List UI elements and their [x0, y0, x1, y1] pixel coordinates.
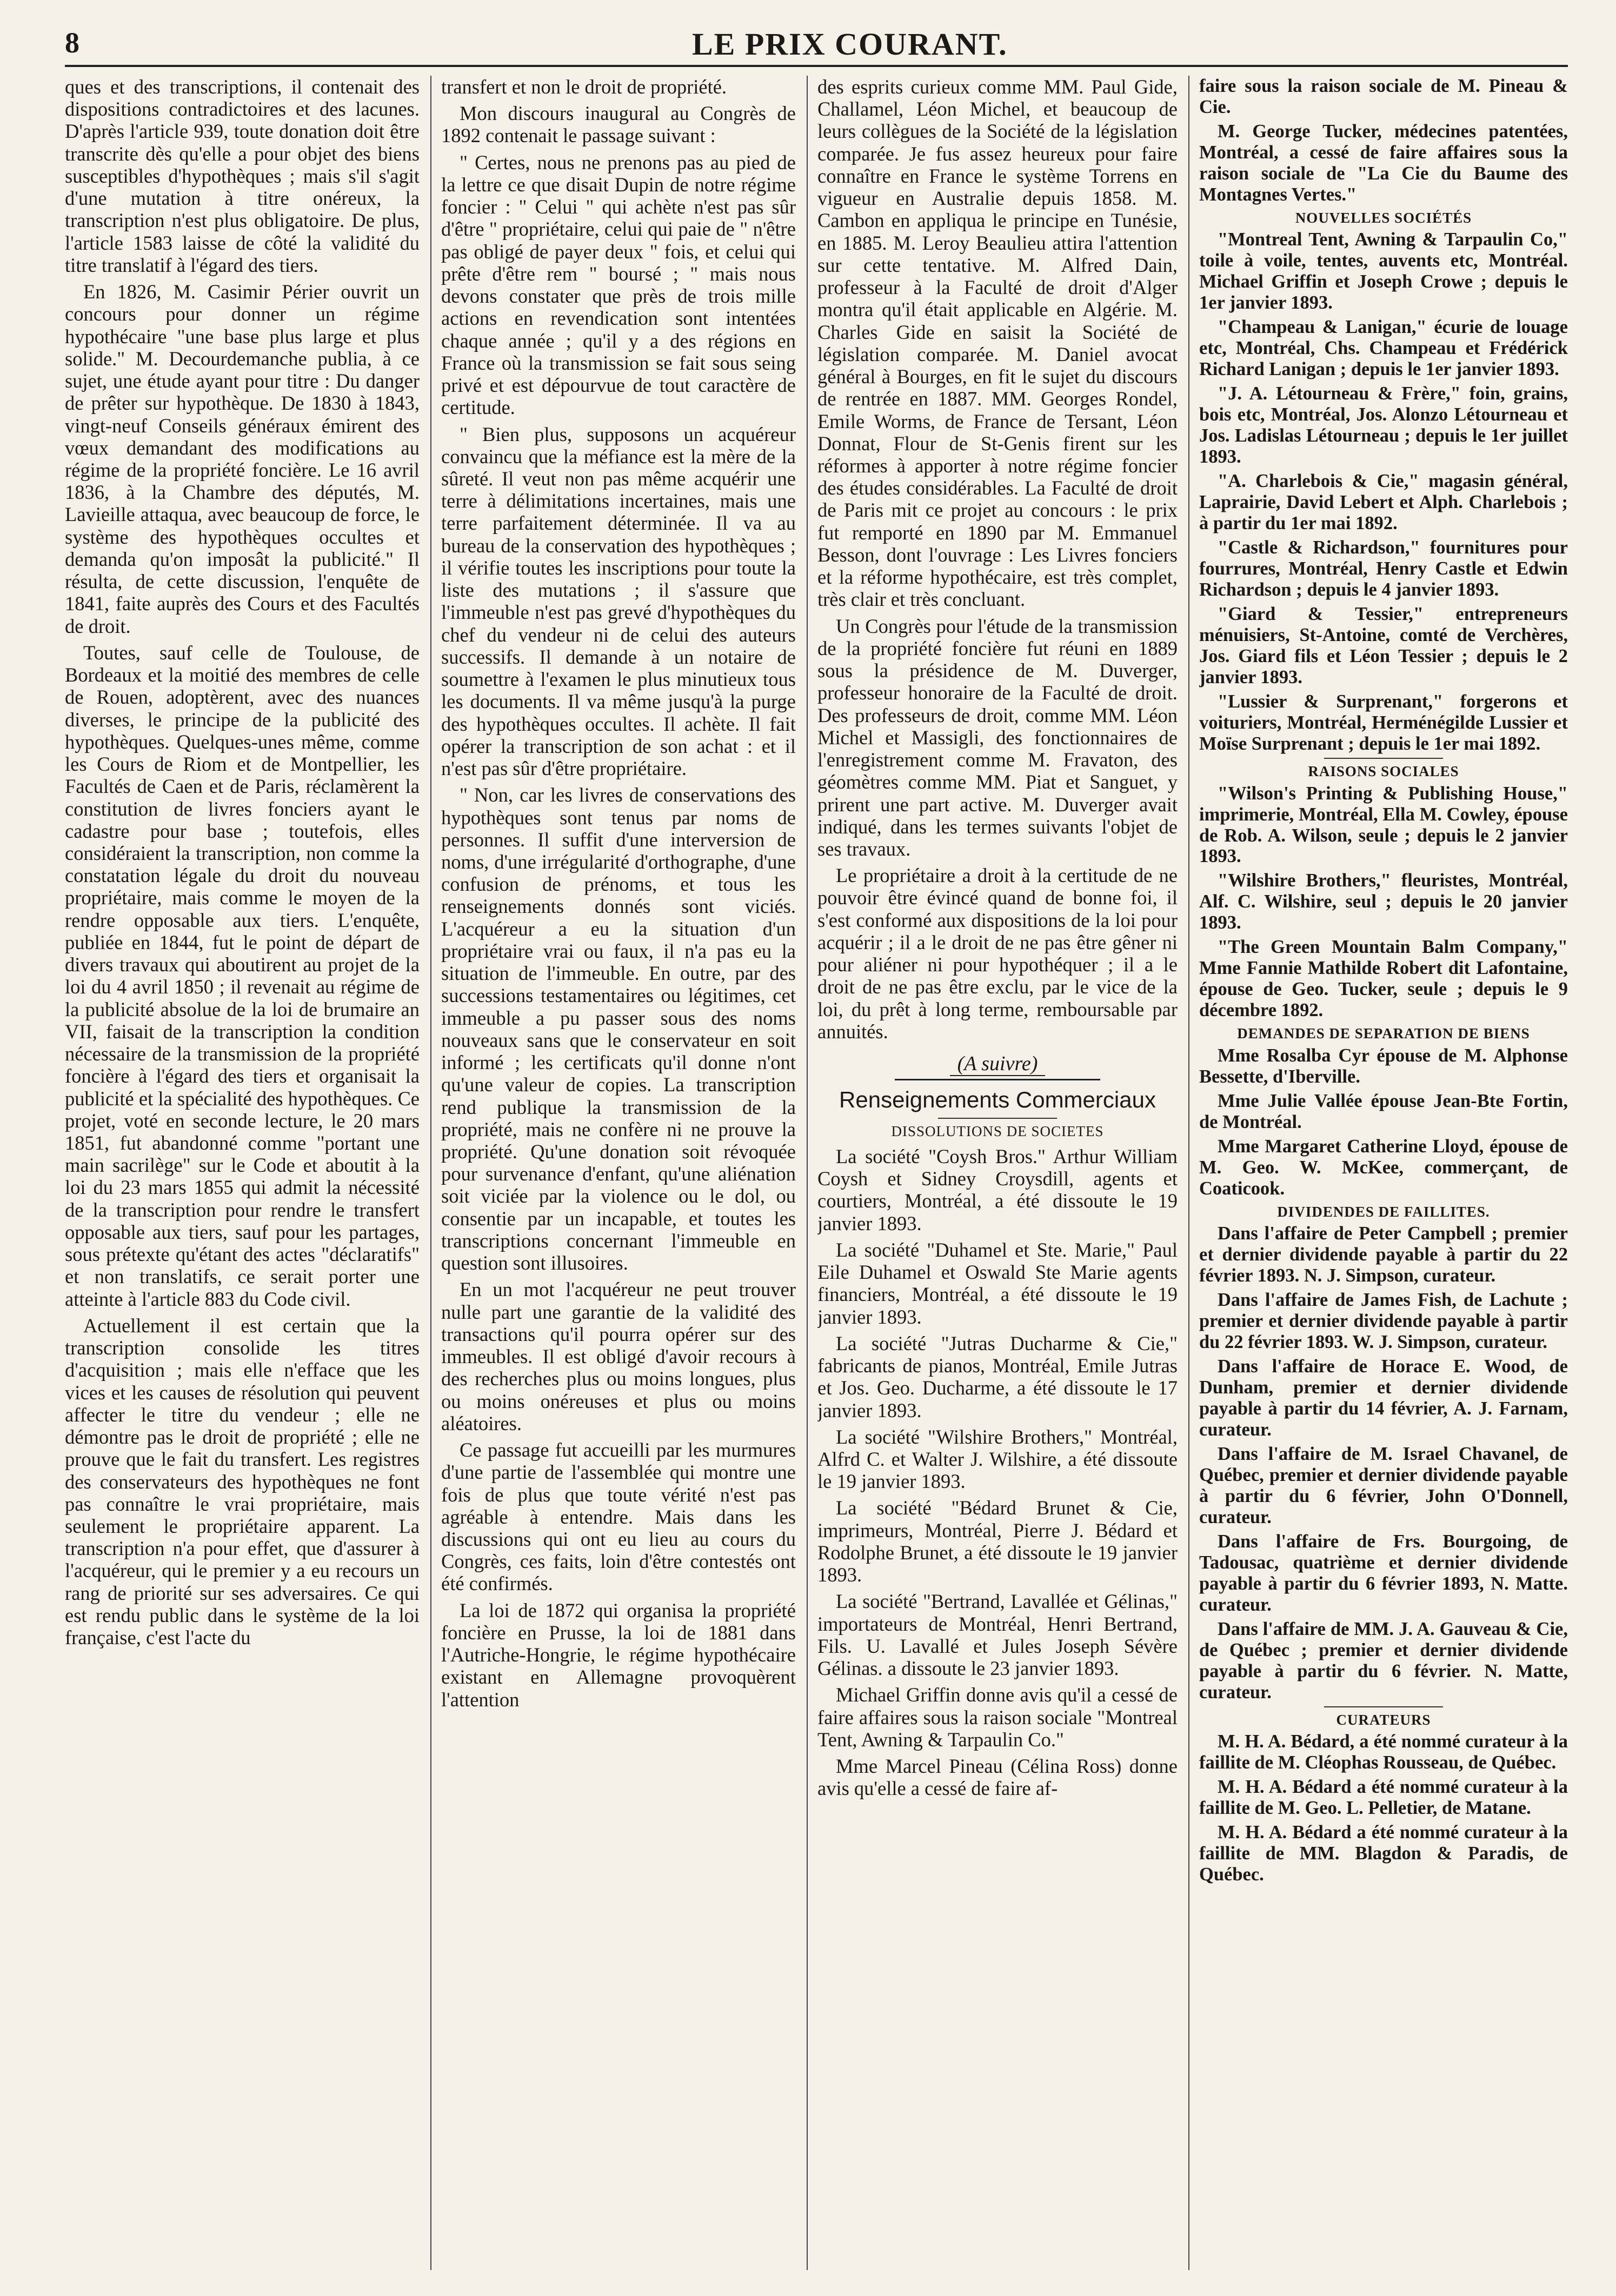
paragraph: transfert et non le droit de propriété.	[441, 76, 727, 98]
paragraph: Mon discours inaugural au Congrès de 1892 contenait le passage suivant :	[441, 102, 796, 147]
section-rule	[895, 1079, 1100, 1080]
section-rule	[1324, 1706, 1443, 1707]
separation-notice: Mme Rosalba Cyr épouse de M. Alphonse Bessette, d'Iberville.	[1199, 1045, 1568, 1087]
dissolution-notice: Michael Griffin donne avis qu'il a cessé de faire affaires sous la raison sociale "Montreal Tent, Awning & Tarpaulin Co."	[817, 1684, 1178, 1751]
dividend-notice: Dans l'affaire de Horace E. Wood, de Dunham, premier et dernier dividende payable à partir du 14 février, A. J. Farnam, curateur.	[1199, 1356, 1568, 1440]
paragraph: Le propriétaire a droit à la certitude de ne pouvoir être évincé quand de bonne foi, il s'est conformé aux dispositions de la loi pour acquérir ; il a le droit de ne pas être gêner ni pour aliéner ni pour hypothéquer ; il a le droit de ne pas être exclu, par le vice de la loi, du prêt à long terme, remboursable par annuités.	[817, 864, 1178, 1043]
article-column-2	[441, 76, 796, 2270]
dissolution-notice: Mme Marcel Pineau (Célina Ross) donne avis qu'elle a cessé de faire af-	[817, 1755, 1178, 1800]
column-divider	[1188, 76, 1189, 2270]
section-rule	[938, 1118, 1057, 1119]
paragraph: La loi de 1872 qui organisa la propriété foncière en Prusse, la loi de 1881 dans l'Autriche-Hongrie, le régime hypothécaire existant en Allemagne provoquèrent l'attention	[441, 1599, 796, 1711]
column-divider	[807, 76, 808, 2270]
paragraph: Un Congrès pour l'étude de la transmission de la propriété foncière fut réuni en 1889 sous la présidence de M. Duverger, professeur honoraire de la Faculté de droit. Des professeurs de droit, comme MM. Léon Michel et Massigli, des fonctionnaires de l'enregistrement comme M. Fravaton, des géomètres comme MM. Piat et Sanguet, y prirent une part active. M. Duverger avait indiqué, dans les termes suivants l'objet de ses travaux.	[817, 615, 1178, 860]
dissolution-notice: La société "Duhamel et Ste. Marie," Paul Eile Duhamel et Oswald Ste Marie agents financiers, Montréal, a été dissoute le 19 janvier 1893.	[817, 1238, 1178, 1328]
column-divider	[430, 76, 431, 2270]
heading-dissolutions: DISSOLUTIONS DE SOCIETES	[891, 1123, 1104, 1140]
paragraph: Actuellement il est certain que la transcription consolide les titres d'acquisition ; mais elle n'efface que les vices et les causes de résolution qui peuvent affecter le titre du vendeur ; elle ne démontre pas le droit de propriété ; elle ne prouve que le fait du transfert. Les registres des conservateurs des hypothèques ne font pas connaître le vrai propriétaire, mais seulement le propriétaire apparent. La transcription n'a pour effet, que d'assurer à l'acquéreur, qui le premier y a eu recours un rang de priorité sur ses adversaires. Ce qui est rendu public dans le système de la loi française, c'est l'acte du	[65, 1314, 420, 1649]
new-company-notice: "Montreal Tent, Awning & Tarpaulin Co," toile à voile, tentes, auvents etc, Montréal. Michael Griffin et Joseph Crowe ; depuis le 1er janvier 1893.	[1199, 229, 1568, 313]
dividend-notice: Dans l'affaire de Frs. Bourgoing, de Tadousac, quatrième et dernier dividende payable à partir du 6 février 1893, N. Matte. curateur.	[1199, 1531, 1568, 1615]
new-company-notice: "Champeau & Lanigan," écurie de louage etc, Montréal, Chs. Champeau et Frédérick Richard Lanigan ; depuis le 1er janvier 1893.	[1199, 317, 1568, 380]
curator-notice: M. H. A. Bédard a été nommé curateur à la faillite de M. Geo. L. Pelletier, de Matane.	[1199, 1777, 1568, 1819]
new-company-notice: "Castle & Richardson," fournitures pour fourrures, Montréal, Henry Castle et Edwin Richardson ; depuis le 4 janvier 1893.	[1199, 537, 1568, 600]
section-rule	[1324, 758, 1443, 759]
to-be-continued	[817, 1052, 1178, 1076]
trade-name-notice: "The Green Mountain Balm Company," Mme Fannie Mathilde Robert dit Lafontaine, épouse de Geo. Tucker, seule ; depuis le 9 décembre 1892.	[1199, 937, 1568, 1021]
dividend-notice: Dans l'affaire de MM. J. A. Gauveau & Cie, de Québec ; premier et dernier dividende payable à partir du 6 février. N. Matte, curateur.	[1199, 1618, 1568, 1703]
dividend-notice: Dans l'affaire de James Fish, de Lachute ; premier et dernier dividende payable à partir du 22 février 1893. W. J. Simpson, curateur.	[1199, 1290, 1568, 1353]
curator-notice: M. H. A. Bédard a été nommé curateur à la faillite de MM. Blagdon & Paradis, de Québec.	[1199, 1822, 1568, 1885]
dissolution-notice: La société "Coysh Bros." Arthur William Coysh et Sidney Croysdill, agents et courtiers, Montréal, a été dissoute le 19 janvier 1893.	[817, 1145, 1178, 1234]
to-be-continued-text: (A suivre)	[950, 1052, 1046, 1076]
notice: faire sous la raison sociale de M. Pineau & Cie.	[1199, 76, 1568, 117]
new-company-notice: "Giard & Tessier," entrepreneurs ménuisiers, St-Antoine, comté de Verchères, Jos. Giard fils et Léon Tessier ; depuis le 2 janvier 1893.	[1199, 604, 1568, 688]
paragraph: Ce passage fut accueilli par les murmures d'une partie de l'assemblée qui montre une fois de plus que toute vérité n'est pas agréable à entendre. Mais dans les discussions qui ont eu lieu au cours du Congrès, ces faits, loin d'être contestés ont été confirmés.	[441, 1439, 796, 1595]
dissolution-notice: La société "Bertrand, Lavallée et Gélinas," importateurs de Montréal, Henri Bertrand, Fils. U. Lavallé et Jules Joseph Sévère Gélinas. a dissoute le 23 janvier 1893.	[817, 1590, 1178, 1680]
notice: M. George Tucker, médecines patentées, Montréal, a cessé de faire affaires sous la raison sociale de "La Cie du Baume des Montagnes Vertes."	[1199, 121, 1568, 205]
paragraph: ques et des transcriptions, il contenait des dispositions contradictoires et des lacunes. D'après l'article 939, toute donation doit être transcrite dès qu'elle a pour objet des biens susceptibles d'hypothèques ; mais s'il s'agit d'une mutation à titre onéreux, la transcription n'est plus obligatoire. De plus, l'article 1583 laisse de côté la validité du titre translatif à l'égard des tiers.	[65, 76, 420, 276]
article-column-3	[817, 76, 1178, 2270]
trade-name-notice: "Wilshire Brothers," fleuristes, Montréal, Alf. C. Wilshire, seul ; depuis le 20 janvier 1893.	[1199, 870, 1568, 933]
separation-notice: Mme Julie Vallée épouse Jean-Bte Fortin, de Montréal.	[1199, 1090, 1568, 1132]
newspaper-title: LE PRIX COURANT.	[692, 26, 1008, 62]
dividend-notice: Dans l'affaire de Peter Campbell ; premier et dernier dividende payable à partir du 22 février 1893. N. J. Simpson, curateur.	[1199, 1223, 1568, 1286]
new-company-notice: "J. A. Létourneau & Frère," foin, grains, bois etc, Montréal, Jos. Alonzo Létourneau et Jos. Ladislas Létourneau ; depuis le 1er juillet 1893.	[1199, 383, 1568, 468]
quote-paragraph: " Certes, nous ne prenons pas au pied de la lettre ce que disait Dupin de notre régime foncier : " Celui " qui achète n'est pas sûr d'être " propriétaire, celui qui paie de " n'être pas obligé de payer deux " fois, et celui qui prête d'être rem " boursé ; " mais nous devons constater que près de trois mille actions en revendication sont intentées chaque année ; qu'il y a des régions en France où la transmission se fait sous seing privé et est dépourvue de tout caractère de certitude.	[441, 151, 796, 419]
section-title-renseignements: Renseignements Commerciaux	[839, 1087, 1156, 1113]
separation-notice: Mme Margaret Catherine Lloyd, épouse de M. Geo. W. McKee, commerçant, de Coaticook.	[1199, 1136, 1568, 1199]
quote-paragraph: " Bien plus, supposons un acquéreur convaincu que la méfiance est la mère de la sûreté. Il veut non pas même acquérir une terre à délimitations incertaines, mais une terre parfaitement déterminée. Il va au bureau de la conservation des hypothèques ; il vérifie toutes les inscriptions pour toute la liste des mutations ; il s'assure que l'immeuble n'est pas grevé d'hypothèques du chef du vendeur ni de celui des auteurs successifs. Il demande à un notaire de soumettre à l'examen le plus minutieux tous les documents. Il va même jusqu'à la purge des hypothèques occultes. Il achète. Il fait opérer la transcription de son achat : et il n'est pas sûr d'être propriétaire.	[441, 423, 796, 780]
paragraph: En 1826, M. Casimir Périer ouvrit un concours pour donner un régime hypothécaire "une base plus large et plus solide." M. Decourdemanche publia, à ce sujet, une étude ayant pour titre : Du danger de prêter sur hypothèque. De 1830 à 1843, vingt-neuf Conseils généraux émirent des vœux demandant des modifications au régime de la propriété foncière. Le 16 avril 1836, à la Chambre des députés, M. Lavieille attaqua, avec beaucoup de force, le système des hypothèques occultes et demanda qu'on imposât la publicité." Il résulta, de cette discussion, l'enquête de 1841, faite auprès des Cours et des Facultés de droit.	[65, 281, 420, 637]
heading-dividendes: DIVIDENDES DE FAILLITES.	[1277, 1203, 1490, 1220]
dissolution-notice: La société "Jutras Ducharme & Cie," fabricants de pianos, Montréal, Emile Jutras et Jos. Geo. Ducharme, a été dissoute le 17 janvier 1893.	[817, 1332, 1178, 1421]
new-company-notice: "A. Charlebois & Cie," magasin général, Laprairie, David Lebert et Alph. Charlebois ; à partir du 1er mai 1892.	[1199, 471, 1568, 534]
dividend-notice: Dans l'affaire de M. Israel Chavanel, de Québec, premier et dernier dividende payable à partir du 6 février, John O'Donnell, curateur.	[1199, 1444, 1568, 1528]
paragraph: Toutes, sauf celle de Toulouse, de Bordeaux et la moitié des membres de celle de Rouen, adoptèrent, avec des nuances diverses, le principe de la publicité des hypothèques. Quelques-unes même, comme les Cours de Riom et de Montpellier, les Facultés de Caen et de Paris, réclamèrent la constitution de livres fonciers ayant le cadastre pour base ; toutefois, elles considéraient la transcription, non comme la constatation légale du droit du nouveau propriétaire, mais comme le moyen de la rendre opposable aux tiers. L'enquête, publiée en 1844, fut le point de départ de divers travaux qui aboutirent au projet de la loi du 4 avril 1850 ; il revenait au régime de la publicité absolue de la loi de brumaire an VII, faisait de la transcription la condition nécessaire de la transmission de la propriété foncière à l'égard des tiers et organisait la publicité et la spécialité des hypothèques. Ce projet, voté en seconde lecture, le 20 mars 1851, fut abandonné comme "portant une main sacrilège" sur le Code et aboutit à la loi du 23 mars 1855 qui admit la nécessité de la transcription pour rendre le transfert opposable aux tiers, sauf pour les partages, sous prétexte qu'étant des actes "déclaratifs" et non translatifs, ce serait porter une atteinte à l'article 883 du Code civil.	[65, 641, 420, 1310]
paragraph: des esprits curieux comme MM. Paul Gide, Challamel, Léon Michel, et beaucoup de leurs collègues de la Société de la législation comparée. Je fus assez heureux pour faire connaître en France le système Torrens en vigueur en Australie depuis 1858. M. Cambon en appliqua le principe en Tunésie, en 1885. M. Leroy Beaulieu attira l'attention sur cette tentative. M. Alfred Dain, professeur à la Faculté de droit d'Alger montra qu'il était applicable en Algérie. M. Charles Gide en saisit la Société de législation comparée. M. Daniel avocat général à Bourges, en fit le sujet du discours de rentrée en 1887. MM. Georges Rondel, Emile Worms, de France de Tersant, Léon Donnat, Flour de St-Genis firent sur les réformes à apporter à notre régime foncier des études considérables. La Faculté de droit de Paris mit ce projet au concours : le prix fut remporté en 1890 par M. Emmanuel Besson, dont l'ouvrage : Les Livres fonciers et la réforme hypothécaire, est très complet, très clair et très concluant.	[817, 76, 1178, 611]
page-header	[65, 22, 1568, 67]
heading-separation-de-biens: DEMANDES DE SEPARATION DE BIENS	[1237, 1025, 1530, 1042]
curator-notice: M. H. A. Bédard, a été nommé curateur à la faillite de M. Cléophas Rousseau, de Québec.	[1199, 1731, 1568, 1773]
dissolution-notice: La société "Wilshire Brothers," Montréal, Alfrd C. et Walter J. Wilshire, a été dissoute le 19 janvier 1893.	[817, 1425, 1178, 1493]
trade-name-notice: "Wilson's Printing & Publishing House," imprimerie, Montréal, Ella M. Cowley, épouse de Rob. A. Wilson, seule ; depuis le 2 janvier 1893.	[1199, 783, 1568, 867]
heading-raisons-sociales: RAISONS SOCIALES	[1308, 763, 1459, 780]
dissolution-notice: La société "Bédard Brunet & Cie, imprimeurs, Montréal, Pierre J. Bédard et Rodolphe Brunet, a été dissoute le 19 janvier 1893.	[817, 1497, 1178, 1586]
new-company-notice: "Lussier & Surprenant," forgerons et voituriers, Montréal, Herménégilde Lussier et Moïse Surprenant ; depuis le 1er mai 1892.	[1199, 691, 1568, 755]
heading-curateurs: CURATEURS	[1336, 1711, 1431, 1728]
notices-column	[1199, 76, 1568, 2270]
paragraph: En un mot l'acquéreur ne peut trouver nulle part une garantie de la validité des transactions qu'il pourra opérer sur des immeubles. Il est obligé d'avoir recours à des recherches plus ou moins longues, plus ou moins onéreuses et plus ou moins aléatoires.	[441, 1278, 796, 1434]
quote-paragraph: " Non, car les livres de conservations des hypothèques sont tenus par noms de personnes. Il suffit d'une interversion de noms, d'une irrégularité d'orthographe, d'une confusion de prénoms, et tous les renseignements donnés sont viciés. L'acquéreur a eu la situation d'un propriétaire vrai ou faux, il n'a pas eu la situation de l'immeuble. En outre, par des successions testamentaires ou légitimes, cet immeuble a pu passer sous des noms nouveaux sans que le conservateur en soit informé ; les certificats qu'il donne n'ont qu'une valeur de copies. La transcription rend publique la transmission de la propriété, mais ne confère ni ne prouve la propriété. Qu'une donation soit révoquée pour survenance d'enfant, qu'une aliénation soit viciée par la violence ou le dol, ou consentie par un incapable, et toutes les transcriptions concernant l'immeuble en question sont illusoires.	[441, 784, 796, 1274]
article-column-1	[65, 76, 420, 2270]
heading-nouvelles-societes: NOUVELLES SOCIÉTÉS	[1295, 209, 1472, 226]
page-number: 8	[65, 26, 79, 59]
